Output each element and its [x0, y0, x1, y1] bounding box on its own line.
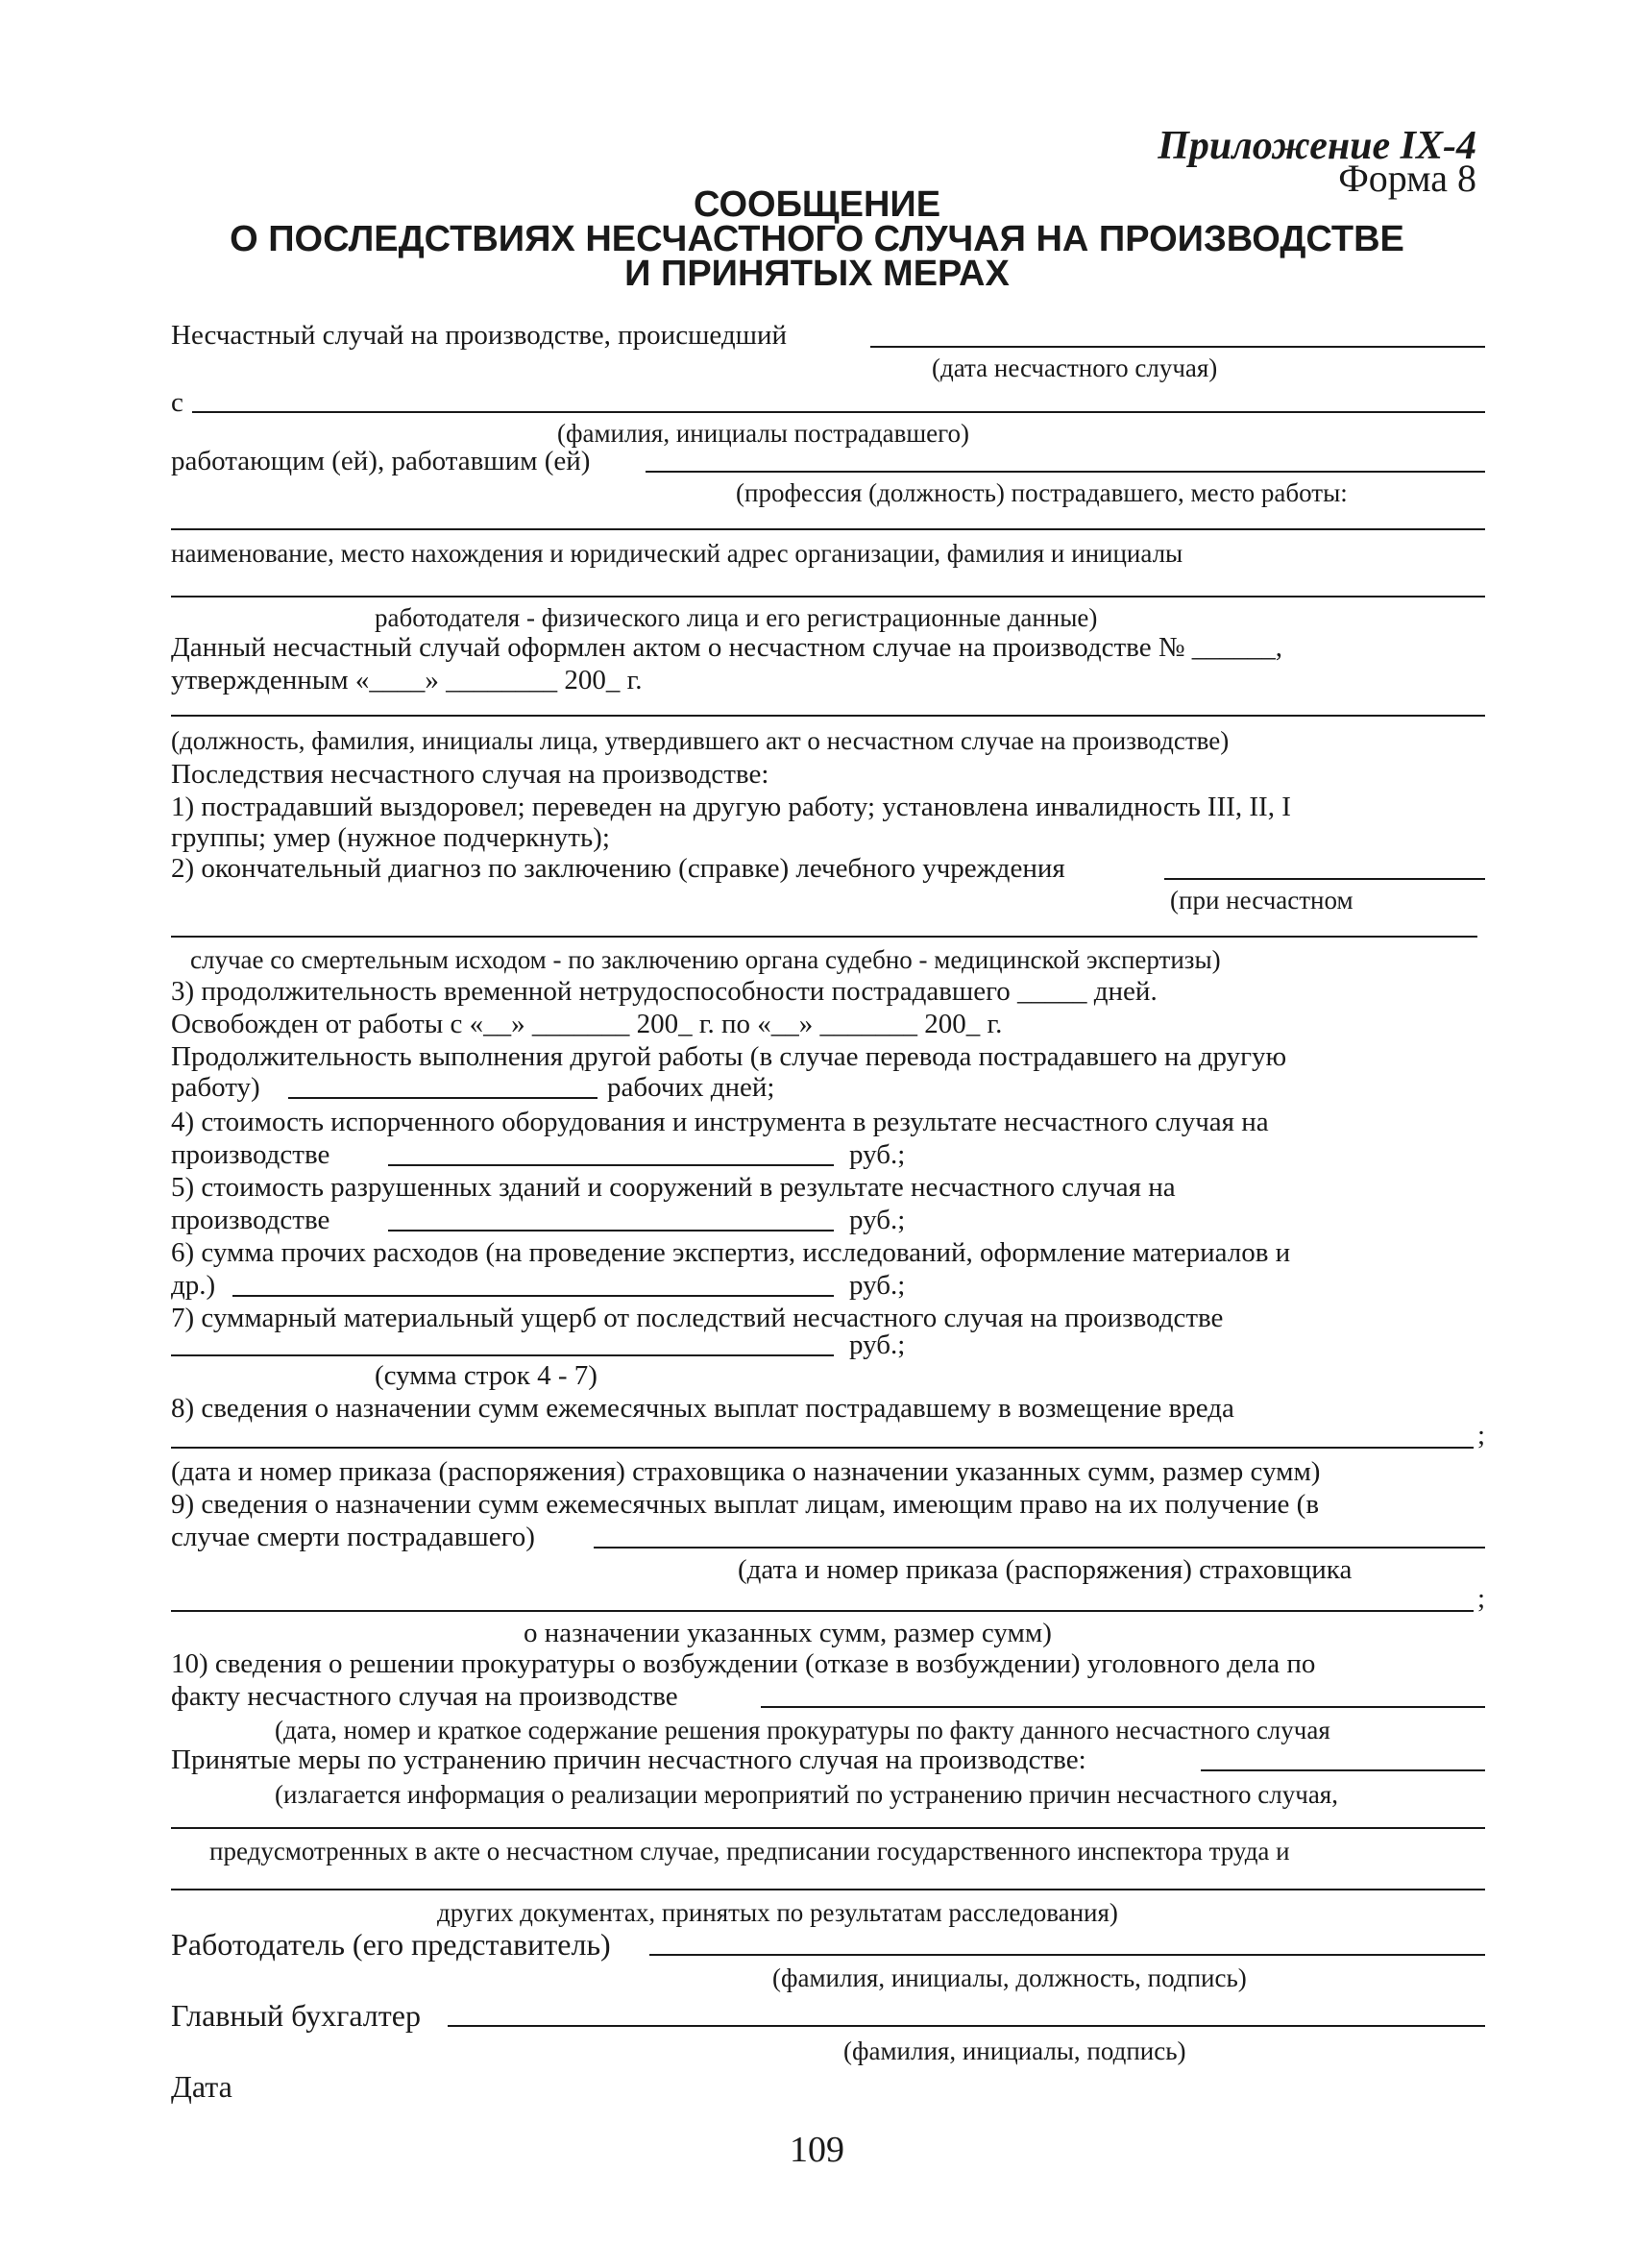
item-2-caption2: случае со смертельным исходом - по заключению органа судебно - медицинской экспертизы) [190, 945, 1221, 974]
accountant-sign-label: Главный бухгалтер [171, 1998, 421, 2033]
workplace-field[interactable] [171, 528, 1485, 530]
item-7-line1: 7) суммарный материальный ущерб от последствий несчастного случая на производстве [171, 1303, 1224, 1333]
accountant-sign-caption: (фамилия, инициалы, подпись) [843, 2036, 1186, 2065]
victim-payments-field[interactable] [171, 1447, 1474, 1449]
document-title-line3: И ПРИНЯТЫХ МЕРАХ [624, 254, 1010, 294]
accident-date-caption: (дата несчастного случая) [932, 354, 1218, 382]
employer-sign-caption: (фамилия, инициалы, должность, подпись) [772, 1963, 1247, 1992]
item-8-line1: 8) сведения о назначении сумм ежемесячных выплат пострадавшему в возмещение вреда [171, 1393, 1234, 1424]
profession-caption: (профессия (должность) пострадавшего, место работы: [736, 478, 1348, 507]
consequences-header: Последствия несчастного случая на производстве: [171, 759, 769, 790]
document-title-line2: О ПОСЛЕДСТВИЯХ НЕСЧАСТНОГО СЛУЧАЯ НА ПРОИЗВОДСТВЕ [230, 219, 1404, 259]
measures-caption2: предусмотренных в акте о несчастном случае, предписании государственного инспектора труда и [209, 1837, 1290, 1866]
approver-caption: (должность, фамилия, инициалы лица, утвердившего акт о несчастном случае на производстве) [171, 726, 1230, 755]
item-10-caption: (дата, номер и краткое содержание решения прокуратуры по факту данного несчастного случая [275, 1716, 1330, 1744]
item-7-caption: (сумма строк 4 - 7) [375, 1360, 598, 1391]
item-3-line3: Продолжительность выполнения другой работы (в случае перевода пострадавшего на другую [171, 1041, 1287, 1072]
dependents-payments-field[interactable] [594, 1547, 1485, 1549]
total-damage-field[interactable] [171, 1354, 834, 1356]
employer-caption: работодателя - физического лица и его регистрационные данные) [375, 603, 1098, 632]
item-3-line4-unit: рабочих дней; [607, 1072, 775, 1103]
diagnosis-field-2[interactable] [171, 936, 1477, 938]
organization-field[interactable] [171, 596, 1485, 597]
item-4-line2-label: производстве [171, 1139, 330, 1170]
item-3-line4-label: работу) [171, 1072, 260, 1103]
item-10-line2-label: факту несчастного случая на производстве [171, 1681, 678, 1712]
dependents-payments-field-2[interactable] [171, 1610, 1474, 1612]
act-line: Данный несчастный случай оформлен актом о несчастном случае на производстве № ______, [171, 632, 1282, 663]
employer-sign-label: Работодатель (его представитель) [171, 1927, 611, 1962]
measures-field[interactable] [1201, 1769, 1485, 1771]
measures-caption3: других документах, принятых по результатам расследования) [437, 1898, 1118, 1927]
item-8-end: ; [1477, 1420, 1486, 1451]
measures-caption1: (излагается информация о реализации мероприятий по устранению причин несчастного случая, [275, 1780, 1338, 1809]
item-7-rub: руб.; [849, 1329, 906, 1360]
item-9-end: ; [1477, 1583, 1486, 1614]
measures-label: Принятые меры по устранению причин несчастного случая на производстве: [171, 1744, 1086, 1775]
with-label: с [171, 387, 183, 418]
item-6-rub: руб.; [849, 1270, 906, 1301]
victim-name-caption: (фамилия, инициалы пострадавшего) [557, 419, 970, 448]
equipment-cost-field[interactable] [388, 1164, 834, 1166]
item-4-line1: 4) стоимость испорченного оборудования и инструмента в результате несчастного случая на [171, 1107, 1269, 1137]
item-1-line1: 1) пострадавший выздоровел; переведен на другую работу; установлена инвалидность III, II, I [171, 792, 1291, 822]
item-10-line1: 10) сведения о решении прокуратуры о возбуждении (отказе в возбуждении) уголовного дела по [171, 1648, 1316, 1679]
item-6-line2-label: др.) [171, 1270, 216, 1301]
page-number: 109 [790, 2130, 844, 2170]
item-5-rub: руб.; [849, 1205, 906, 1235]
item-9-line2-label: случае смерти пострадавшего) [171, 1522, 535, 1552]
document-title: СООБЩЕНИЕ [693, 184, 941, 225]
accident-date-field[interactable] [870, 346, 1485, 348]
item-9-caption1: (дата и номер приказа (распоряжения) страховщика [738, 1554, 1353, 1585]
buildings-cost-field[interactable] [388, 1230, 834, 1232]
profession-field[interactable] [646, 471, 1485, 473]
item-9-line1: 9) сведения о назначении сумм ежемесячных выплат лицам, имеющим право на их получение (в [171, 1489, 1320, 1520]
employer-sign-field[interactable] [649, 1954, 1485, 1956]
approver-field[interactable] [171, 715, 1485, 717]
worker-label: работающим (ей), работавшим (ей) [171, 446, 591, 476]
item-2-caption1: (при несчастном [1170, 886, 1354, 915]
item-9-caption2: о назначении указанных сумм, размер сумм) [524, 1618, 1052, 1648]
item-8-caption: (дата и номер приказа (распоряжения) страховщика о назначении указанных сумм, размер сумм) [171, 1456, 1321, 1487]
item-3-line2: Освобожден от работы с «__» _______ 200_ г. по «__» _______ 200_ г. [171, 1009, 1003, 1039]
date-label: Дата [171, 2069, 232, 2104]
item-3-line1: 3) продолжительность временной нетрудоспособности пострадавшего _____ дней. [171, 976, 1158, 1007]
appendix-label: Приложение IX-4 [1158, 124, 1476, 168]
item-2-line1: 2) окончательный диагноз по заключению (справке) лечебного учреждения [171, 853, 1065, 884]
prosecutor-decision-field[interactable] [761, 1706, 1485, 1708]
diagnosis-field[interactable] [1164, 878, 1485, 880]
victim-name-field[interactable] [192, 411, 1485, 413]
act-approval-date: утвержденным «____» ________ 200_ г. [171, 665, 643, 695]
item-1-line2: группы; умер (нужное подчеркнуть); [171, 822, 610, 853]
organization-caption: наименование, место нахождения и юридический адрес организации, фамилия и инициалы [171, 539, 1183, 568]
item-5-line2-label: производстве [171, 1205, 330, 1235]
measures-field-2[interactable] [171, 1827, 1485, 1829]
item-6-line1: 6) сумма прочих расходов (на проведение экспертиз, исследований, оформление материалов и [171, 1237, 1291, 1268]
accountant-sign-field[interactable] [448, 2025, 1485, 2027]
item-4-rub: руб.; [849, 1139, 906, 1170]
other-costs-field[interactable] [232, 1295, 834, 1297]
item-5-line1: 5) стоимость разрушенных зданий и сооружений в результате несчастного случая на [171, 1172, 1176, 1203]
measures-field-3[interactable] [171, 1889, 1485, 1890]
other-work-days-field[interactable] [288, 1097, 598, 1099]
accident-intro: Несчастный случай на производстве, происшедший [171, 320, 788, 351]
form-number: Форма 8 [1338, 157, 1476, 200]
